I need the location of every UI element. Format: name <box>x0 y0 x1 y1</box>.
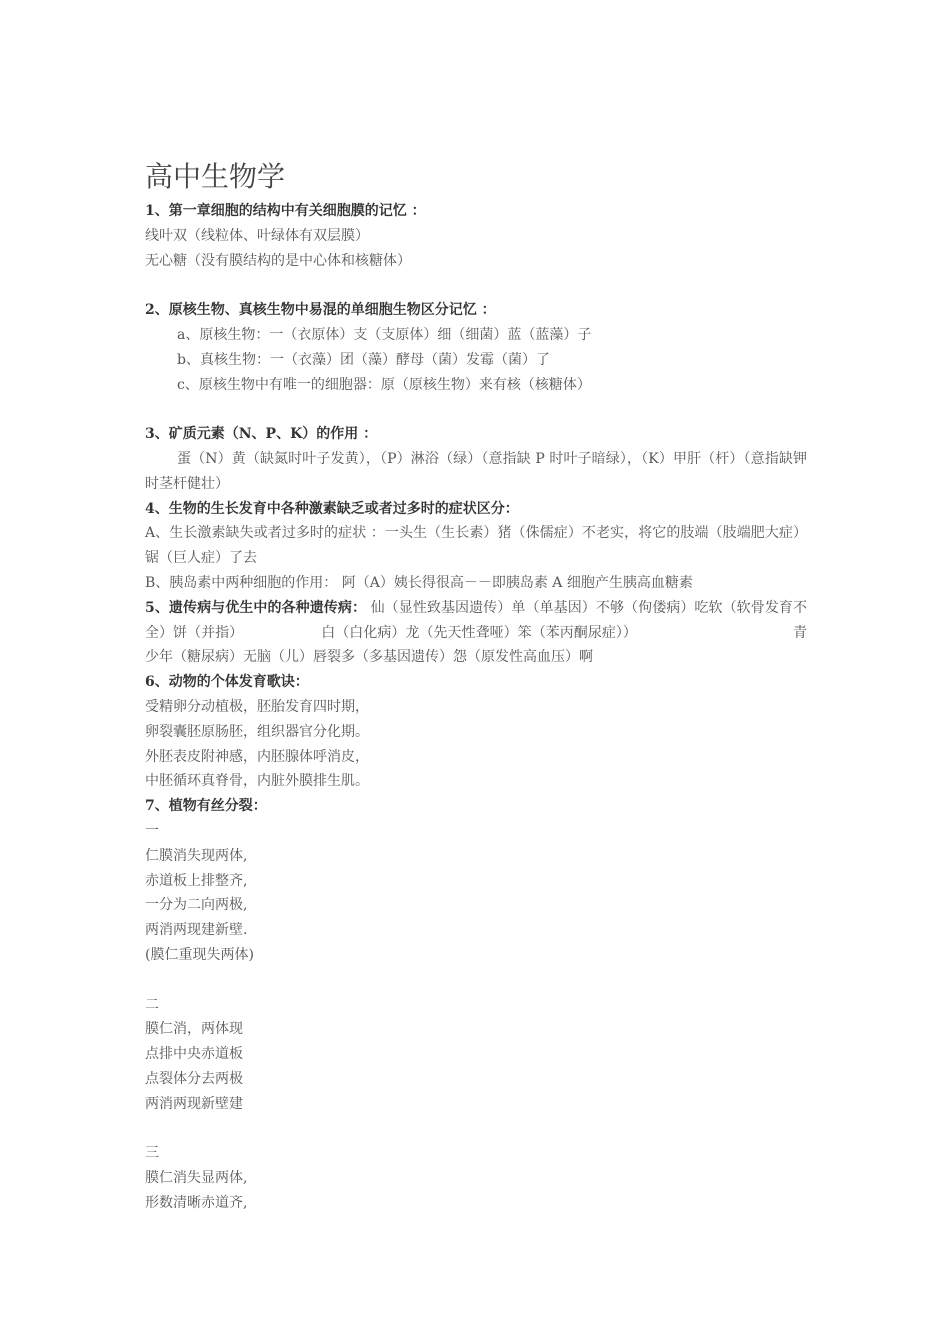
verse-1-line-4: 两消两现建新壁. <box>145 922 248 939</box>
section-7-heading: 7、植物有丝分裂： <box>145 798 267 815</box>
section-1-line-1: 线叶双（线粒体、叶绿体有双层膜） <box>145 227 369 244</box>
verse-2-line-3: 点裂体分去两极 <box>145 1070 243 1087</box>
section-4-item-b: B、胰岛素中两种细胞的作用： 阿（A）姨长得很高－－即胰岛素 A 细胞产生胰高血糖素 <box>145 574 693 591</box>
verse-3-line-2: 形数清晰赤道齐, <box>145 1194 248 1211</box>
section-6-line-2: 卵裂囊胚原肠胚，组织器官分化期。 <box>145 723 369 740</box>
verse-1-line-5: (膜仁重现失两体) <box>145 946 254 963</box>
blank-line <box>145 1116 807 1141</box>
section-5-paragraph <box>145 596 807 670</box>
section-6-heading: 6、动物的个体发育歌诀： <box>145 674 309 691</box>
blank-line <box>145 968 807 993</box>
section-2-item-c: c、原核生物中有唯一的细胞器：原（原核生物）来有核（核糖体） <box>177 376 591 393</box>
section-5-heading: 5、遗传病与优生中的各种遗传病： <box>145 599 367 616</box>
verse-3-line-1: 膜仁消失显两体, <box>145 1170 248 1187</box>
section-2-heading: 2、原核生物、真核生物中易混的单细胞生物区分记忆 ： <box>145 302 496 319</box>
section-4-item-a: A、生长激素缺失或者过多时的症状 ：一头生（生长素）猪（侏儒症）不老实，将它的肢端（肢端肥大症）锯（巨人症）了去 <box>145 525 807 567</box>
section-2-item-a: a、原核生物：一（衣原体）支（支原体）细（细菌）蓝（蓝藻）子 <box>177 326 592 343</box>
verse-2-label: 二 <box>145 996 159 1013</box>
section-1-line-2: 无心糖（没有膜结构的是中心体和核糖体） <box>145 252 411 269</box>
document-page <box>145 155 807 1216</box>
section-3-heading: 3、矿质元素（N、P、K）的作用 ： <box>145 426 378 443</box>
page-title: 高中生物学 <box>145 160 286 193</box>
section-5-body-2: 白（白化病）龙（先天性聋哑）笨（苯丙酮尿症）） <box>321 624 637 641</box>
section-2-item-b: b、真核生物：一（衣藻）团（藻）酵母（菌）发霉（菌）了 <box>177 351 550 368</box>
section-6-line-3: 外胚表皮附神感，内胚腺体呼消皮， <box>145 748 369 765</box>
verse-1-line-1: 仁膜消失现两体, <box>145 847 248 864</box>
verse-1-line-3: 一分为二向两极, <box>145 897 248 914</box>
verse-3-label: 三 <box>145 1145 159 1162</box>
section-6-line-1: 受精卵分动植极，胚胎发育四时期， <box>145 698 369 715</box>
section-3-body: 蛋（N）黄（缺氮时叶子发黄），（P）淋浴（绿）（意指缺 P 时叶子暗绿），（K）甲肝（杆）（意指缺钾时茎杆健壮） <box>145 450 807 492</box>
section-1-heading: 1、第一章细胞的结构中有关细胞膜的记忆 ： <box>145 203 426 219</box>
section-4-heading: 4、生物的生长发育中各种激素缺乏或者过多时的症状区分： <box>145 500 519 517</box>
section-6-line-4: 中胚循环真脊骨，内脏外膜排生肌。 <box>145 773 369 790</box>
section-5-body-1: 仙（显性致基因遗传）单（单基因）不够（佝偻病）吃软（软骨发育不全）饼（并指） <box>145 599 807 641</box>
verse-1-label: 一 <box>145 822 159 839</box>
section-5-body-3: 青少年（糖尿病）无脑（儿）唇裂多（多基因遗传）怨（原发性高血压）啊 <box>145 624 807 666</box>
verse-2-line-2: 点排中央赤道板 <box>145 1046 243 1063</box>
blank-line <box>145 397 807 422</box>
verse-2-line-4: 两消两现新壁建 <box>145 1095 243 1112</box>
verse-1-line-2: 赤道板上排整齐, <box>145 872 248 889</box>
verse-2-line-1: 膜仁消，两体现 <box>145 1021 243 1038</box>
blank-line <box>145 273 807 298</box>
